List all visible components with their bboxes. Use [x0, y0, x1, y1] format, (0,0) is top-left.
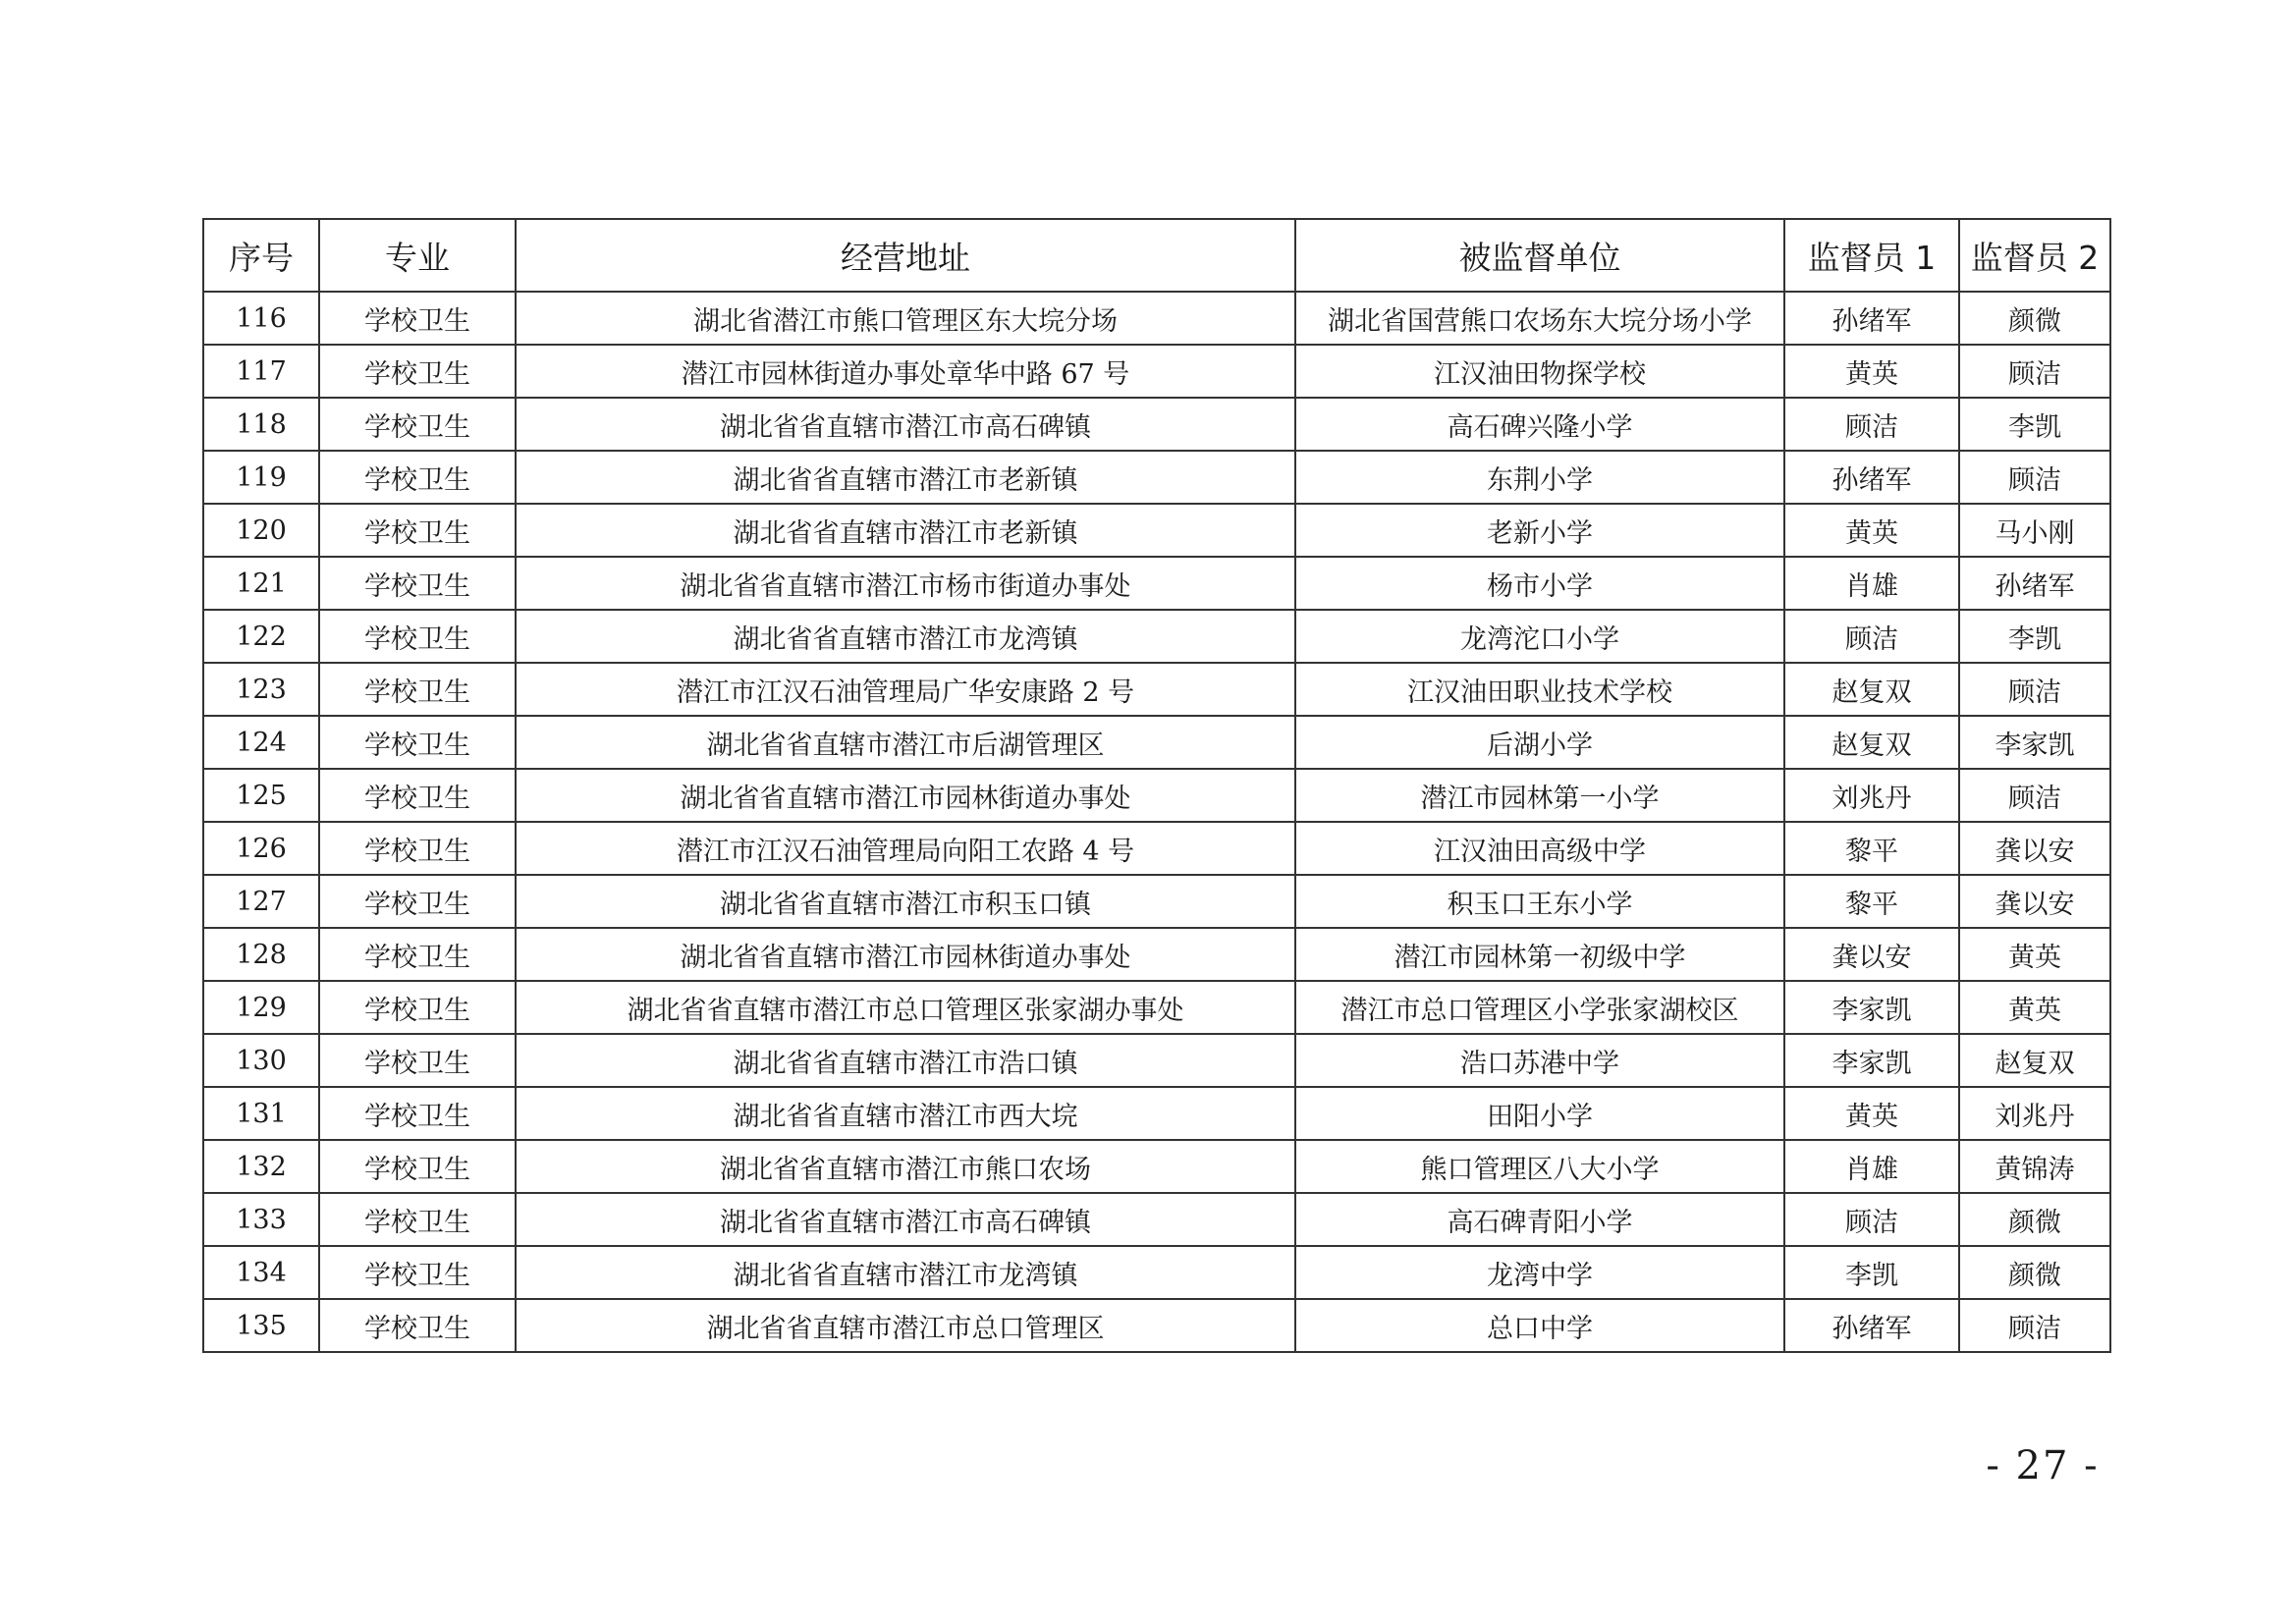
cell-supervisor-1: 顾洁: [1784, 610, 1959, 663]
cell-supervised-unit: 老新小学: [1295, 504, 1784, 557]
cell-supervisor-2: 颜微: [1959, 1193, 2110, 1246]
cell-business-address: 潜江市园林街道办事处章华中路 67 号: [516, 345, 1295, 398]
cell-specialty: 学校卫生: [319, 1193, 516, 1246]
cell-supervisor-2: 李家凯: [1959, 716, 2110, 769]
table-row: [203, 981, 2110, 1034]
cell-supervisor-2: 龚以安: [1959, 822, 2110, 875]
cell-supervised-unit: 后湖小学: [1295, 716, 1784, 769]
cell-supervisor-2: 颜微: [1959, 1246, 2110, 1299]
cell-supervisor-1: 黎平: [1784, 822, 1959, 875]
cell-supervisor-1: 黄英: [1784, 504, 1959, 557]
cell-specialty: 学校卫生: [319, 663, 516, 716]
table-row: [203, 504, 2110, 557]
cell-supervised-unit: 高石碑兴隆小学: [1295, 398, 1784, 451]
cell-business-address: 湖北省省直辖市潜江市浩口镇: [516, 1034, 1295, 1087]
cell-serial-number: 119: [203, 451, 319, 504]
table-row: [203, 928, 2110, 981]
cell-specialty: 学校卫生: [319, 610, 516, 663]
cell-specialty: 学校卫生: [319, 1246, 516, 1299]
header-business-address: 经营地址: [516, 219, 1295, 292]
cell-specialty: 学校卫生: [319, 1034, 516, 1087]
cell-supervisor-1: 肖雄: [1784, 1140, 1959, 1193]
cell-business-address: 湖北省省直辖市潜江市龙湾镇: [516, 1246, 1295, 1299]
table-row: [203, 1140, 2110, 1193]
cell-supervisor-1: 李家凯: [1784, 981, 1959, 1034]
cell-supervisor-2: 马小刚: [1959, 504, 2110, 557]
cell-specialty: 学校卫生: [319, 769, 516, 822]
cell-serial-number: 121: [203, 557, 319, 610]
cell-supervisor-2: 赵复双: [1959, 1034, 2110, 1087]
table-row: [203, 875, 2110, 928]
cell-supervised-unit: 江汉油田职业技术学校: [1295, 663, 1784, 716]
cell-supervisor-1: 肖雄: [1784, 557, 1959, 610]
cell-supervisor-1: 刘兆丹: [1784, 769, 1959, 822]
cell-supervisor-2: 顾洁: [1959, 345, 2110, 398]
cell-supervised-unit: 潜江市园林第一初级中学: [1295, 928, 1784, 981]
table-row: [203, 1299, 2110, 1352]
cell-supervised-unit: 湖北省国营熊口农场东大垸分场小学: [1295, 292, 1784, 345]
cell-business-address: 湖北省省直辖市潜江市熊口农场: [516, 1140, 1295, 1193]
cell-business-address: 湖北省省直辖市潜江市老新镇: [516, 504, 1295, 557]
header-supervised-unit: 被监督单位: [1295, 219, 1784, 292]
cell-serial-number: 129: [203, 981, 319, 1034]
cell-business-address: 湖北省省直辖市潜江市园林街道办事处: [516, 928, 1295, 981]
cell-supervisor-1: 李凯: [1784, 1246, 1959, 1299]
table-row: [203, 663, 2110, 716]
cell-specialty: 学校卫生: [319, 504, 516, 557]
cell-serial-number: 135: [203, 1299, 319, 1352]
cell-specialty: 学校卫生: [319, 1087, 516, 1140]
cell-specialty: 学校卫生: [319, 345, 516, 398]
cell-specialty: 学校卫生: [319, 451, 516, 504]
cell-supervised-unit: 龙湾沱口小学: [1295, 610, 1784, 663]
table-row: [203, 345, 2110, 398]
cell-supervised-unit: 江汉油田物探学校: [1295, 345, 1784, 398]
cell-supervised-unit: 熊口管理区八大小学: [1295, 1140, 1784, 1193]
table-row: [203, 398, 2110, 451]
cell-business-address: 湖北省省直辖市潜江市老新镇: [516, 451, 1295, 504]
cell-supervised-unit: 杨市小学: [1295, 557, 1784, 610]
cell-specialty: 学校卫生: [319, 1140, 516, 1193]
table-header: [203, 219, 2110, 292]
cell-serial-number: 120: [203, 504, 319, 557]
cell-business-address: 湖北省省直辖市潜江市园林街道办事处: [516, 769, 1295, 822]
cell-business-address: 湖北省省直辖市潜江市龙湾镇: [516, 610, 1295, 663]
cell-specialty: 学校卫生: [319, 716, 516, 769]
cell-serial-number: 131: [203, 1087, 319, 1140]
cell-supervised-unit: 浩口苏港中学: [1295, 1034, 1784, 1087]
cell-business-address: 湖北省省直辖市潜江市总口管理区张家湖办事处: [516, 981, 1295, 1034]
cell-supervisor-2: 黄锦涛: [1959, 1140, 2110, 1193]
cell-supervisor-2: 黄英: [1959, 981, 2110, 1034]
cell-supervisor-1: 孙绪军: [1784, 451, 1959, 504]
cell-specialty: 学校卫生: [319, 822, 516, 875]
cell-serial-number: 133: [203, 1193, 319, 1246]
cell-supervisor-2: 孙绪军: [1959, 557, 2110, 610]
cell-supervised-unit: 总口中学: [1295, 1299, 1784, 1352]
cell-serial-number: 123: [203, 663, 319, 716]
cell-supervised-unit: 积玉口王东小学: [1295, 875, 1784, 928]
cell-business-address: 湖北省潜江市熊口管理区东大垸分场: [516, 292, 1295, 345]
header-row: [203, 219, 2110, 292]
cell-supervisor-1: 顾洁: [1784, 398, 1959, 451]
table-row: [203, 822, 2110, 875]
cell-supervisor-1: 孙绪军: [1784, 1299, 1959, 1352]
cell-supervised-unit: 龙湾中学: [1295, 1246, 1784, 1299]
cell-business-address: 湖北省省直辖市潜江市西大垸: [516, 1087, 1295, 1140]
cell-business-address: 湖北省省直辖市潜江市积玉口镇: [516, 875, 1295, 928]
table-row: [203, 1193, 2110, 1246]
cell-supervisor-2: 刘兆丹: [1959, 1087, 2110, 1140]
cell-serial-number: 132: [203, 1140, 319, 1193]
cell-specialty: 学校卫生: [319, 292, 516, 345]
header-specialty: 专业: [319, 219, 516, 292]
table-row: [203, 451, 2110, 504]
cell-supervisor-1: 黄英: [1784, 345, 1959, 398]
header-supervisor-1: 监督员 1: [1784, 219, 1959, 292]
cell-supervisor-1: 顾洁: [1784, 1193, 1959, 1246]
cell-supervisor-2: 顾洁: [1959, 451, 2110, 504]
cell-supervised-unit: 高石碑青阳小学: [1295, 1193, 1784, 1246]
cell-business-address: 湖北省省直辖市潜江市后湖管理区: [516, 716, 1295, 769]
table-row: [203, 716, 2110, 769]
cell-supervised-unit: 潜江市总口管理区小学张家湖校区: [1295, 981, 1784, 1034]
cell-supervisor-1: 黎平: [1784, 875, 1959, 928]
cell-specialty: 学校卫生: [319, 398, 516, 451]
table-row: [203, 557, 2110, 610]
cell-business-address: 湖北省省直辖市潜江市高石碑镇: [516, 1193, 1295, 1246]
cell-business-address: 湖北省省直辖市潜江市杨市街道办事处: [516, 557, 1295, 610]
cell-supervisor-2: 顾洁: [1959, 663, 2110, 716]
cell-supervisor-1: 黄英: [1784, 1087, 1959, 1140]
cell-serial-number: 127: [203, 875, 319, 928]
table-row: [203, 769, 2110, 822]
table-row: [203, 1246, 2110, 1299]
cell-business-address: 湖北省省直辖市潜江市总口管理区: [516, 1299, 1295, 1352]
cell-supervisor-2: 顾洁: [1959, 769, 2110, 822]
table-row: [203, 1087, 2110, 1140]
cell-supervisor-2: 李凯: [1959, 398, 2110, 451]
cell-business-address: 潜江市江汉石油管理局向阳工农路 4 号: [516, 822, 1295, 875]
cell-serial-number: 130: [203, 1034, 319, 1087]
cell-supervisor-2: 顾洁: [1959, 1299, 2110, 1352]
cell-serial-number: 134: [203, 1246, 319, 1299]
table-body: [203, 292, 2110, 1352]
header-supervisor-2: 监督员 2: [1959, 219, 2110, 292]
cell-supervisor-1: 龚以安: [1784, 928, 1959, 981]
cell-serial-number: 122: [203, 610, 319, 663]
table-row: [203, 292, 2110, 345]
cell-supervised-unit: 田阳小学: [1295, 1087, 1784, 1140]
cell-serial-number: 126: [203, 822, 319, 875]
table-row: [203, 1034, 2110, 1087]
cell-supervisor-1: 孙绪军: [1784, 292, 1959, 345]
cell-supervised-unit: 潜江市园林第一小学: [1295, 769, 1784, 822]
cell-supervisor-1: 李家凯: [1784, 1034, 1959, 1087]
cell-supervisor-2: 颜微: [1959, 292, 2110, 345]
cell-serial-number: 116: [203, 292, 319, 345]
cell-supervised-unit: 江汉油田高级中学: [1295, 822, 1784, 875]
cell-serial-number: 118: [203, 398, 319, 451]
cell-serial-number: 125: [203, 769, 319, 822]
cell-serial-number: 117: [203, 345, 319, 398]
cell-specialty: 学校卫生: [319, 928, 516, 981]
cell-business-address: 潜江市江汉石油管理局广华安康路 2 号: [516, 663, 1295, 716]
page-number: - 27 -: [1986, 1443, 2100, 1488]
cell-supervised-unit: 东荆小学: [1295, 451, 1784, 504]
cell-serial-number: 128: [203, 928, 319, 981]
cell-supervisor-2: 龚以安: [1959, 875, 2110, 928]
cell-business-address: 湖北省省直辖市潜江市高石碑镇: [516, 398, 1295, 451]
cell-supervisor-2: 黄英: [1959, 928, 2110, 981]
cell-supervisor-1: 赵复双: [1784, 716, 1959, 769]
header-serial-number: 序号: [203, 219, 319, 292]
supervision-table: [202, 218, 2111, 1353]
cell-serial-number: 124: [203, 716, 319, 769]
cell-supervisor-2: 李凯: [1959, 610, 2110, 663]
cell-specialty: 学校卫生: [319, 981, 516, 1034]
cell-specialty: 学校卫生: [319, 557, 516, 610]
cell-supervisor-1: 赵复双: [1784, 663, 1959, 716]
cell-specialty: 学校卫生: [319, 1299, 516, 1352]
cell-specialty: 学校卫生: [319, 875, 516, 928]
table-row: [203, 610, 2110, 663]
